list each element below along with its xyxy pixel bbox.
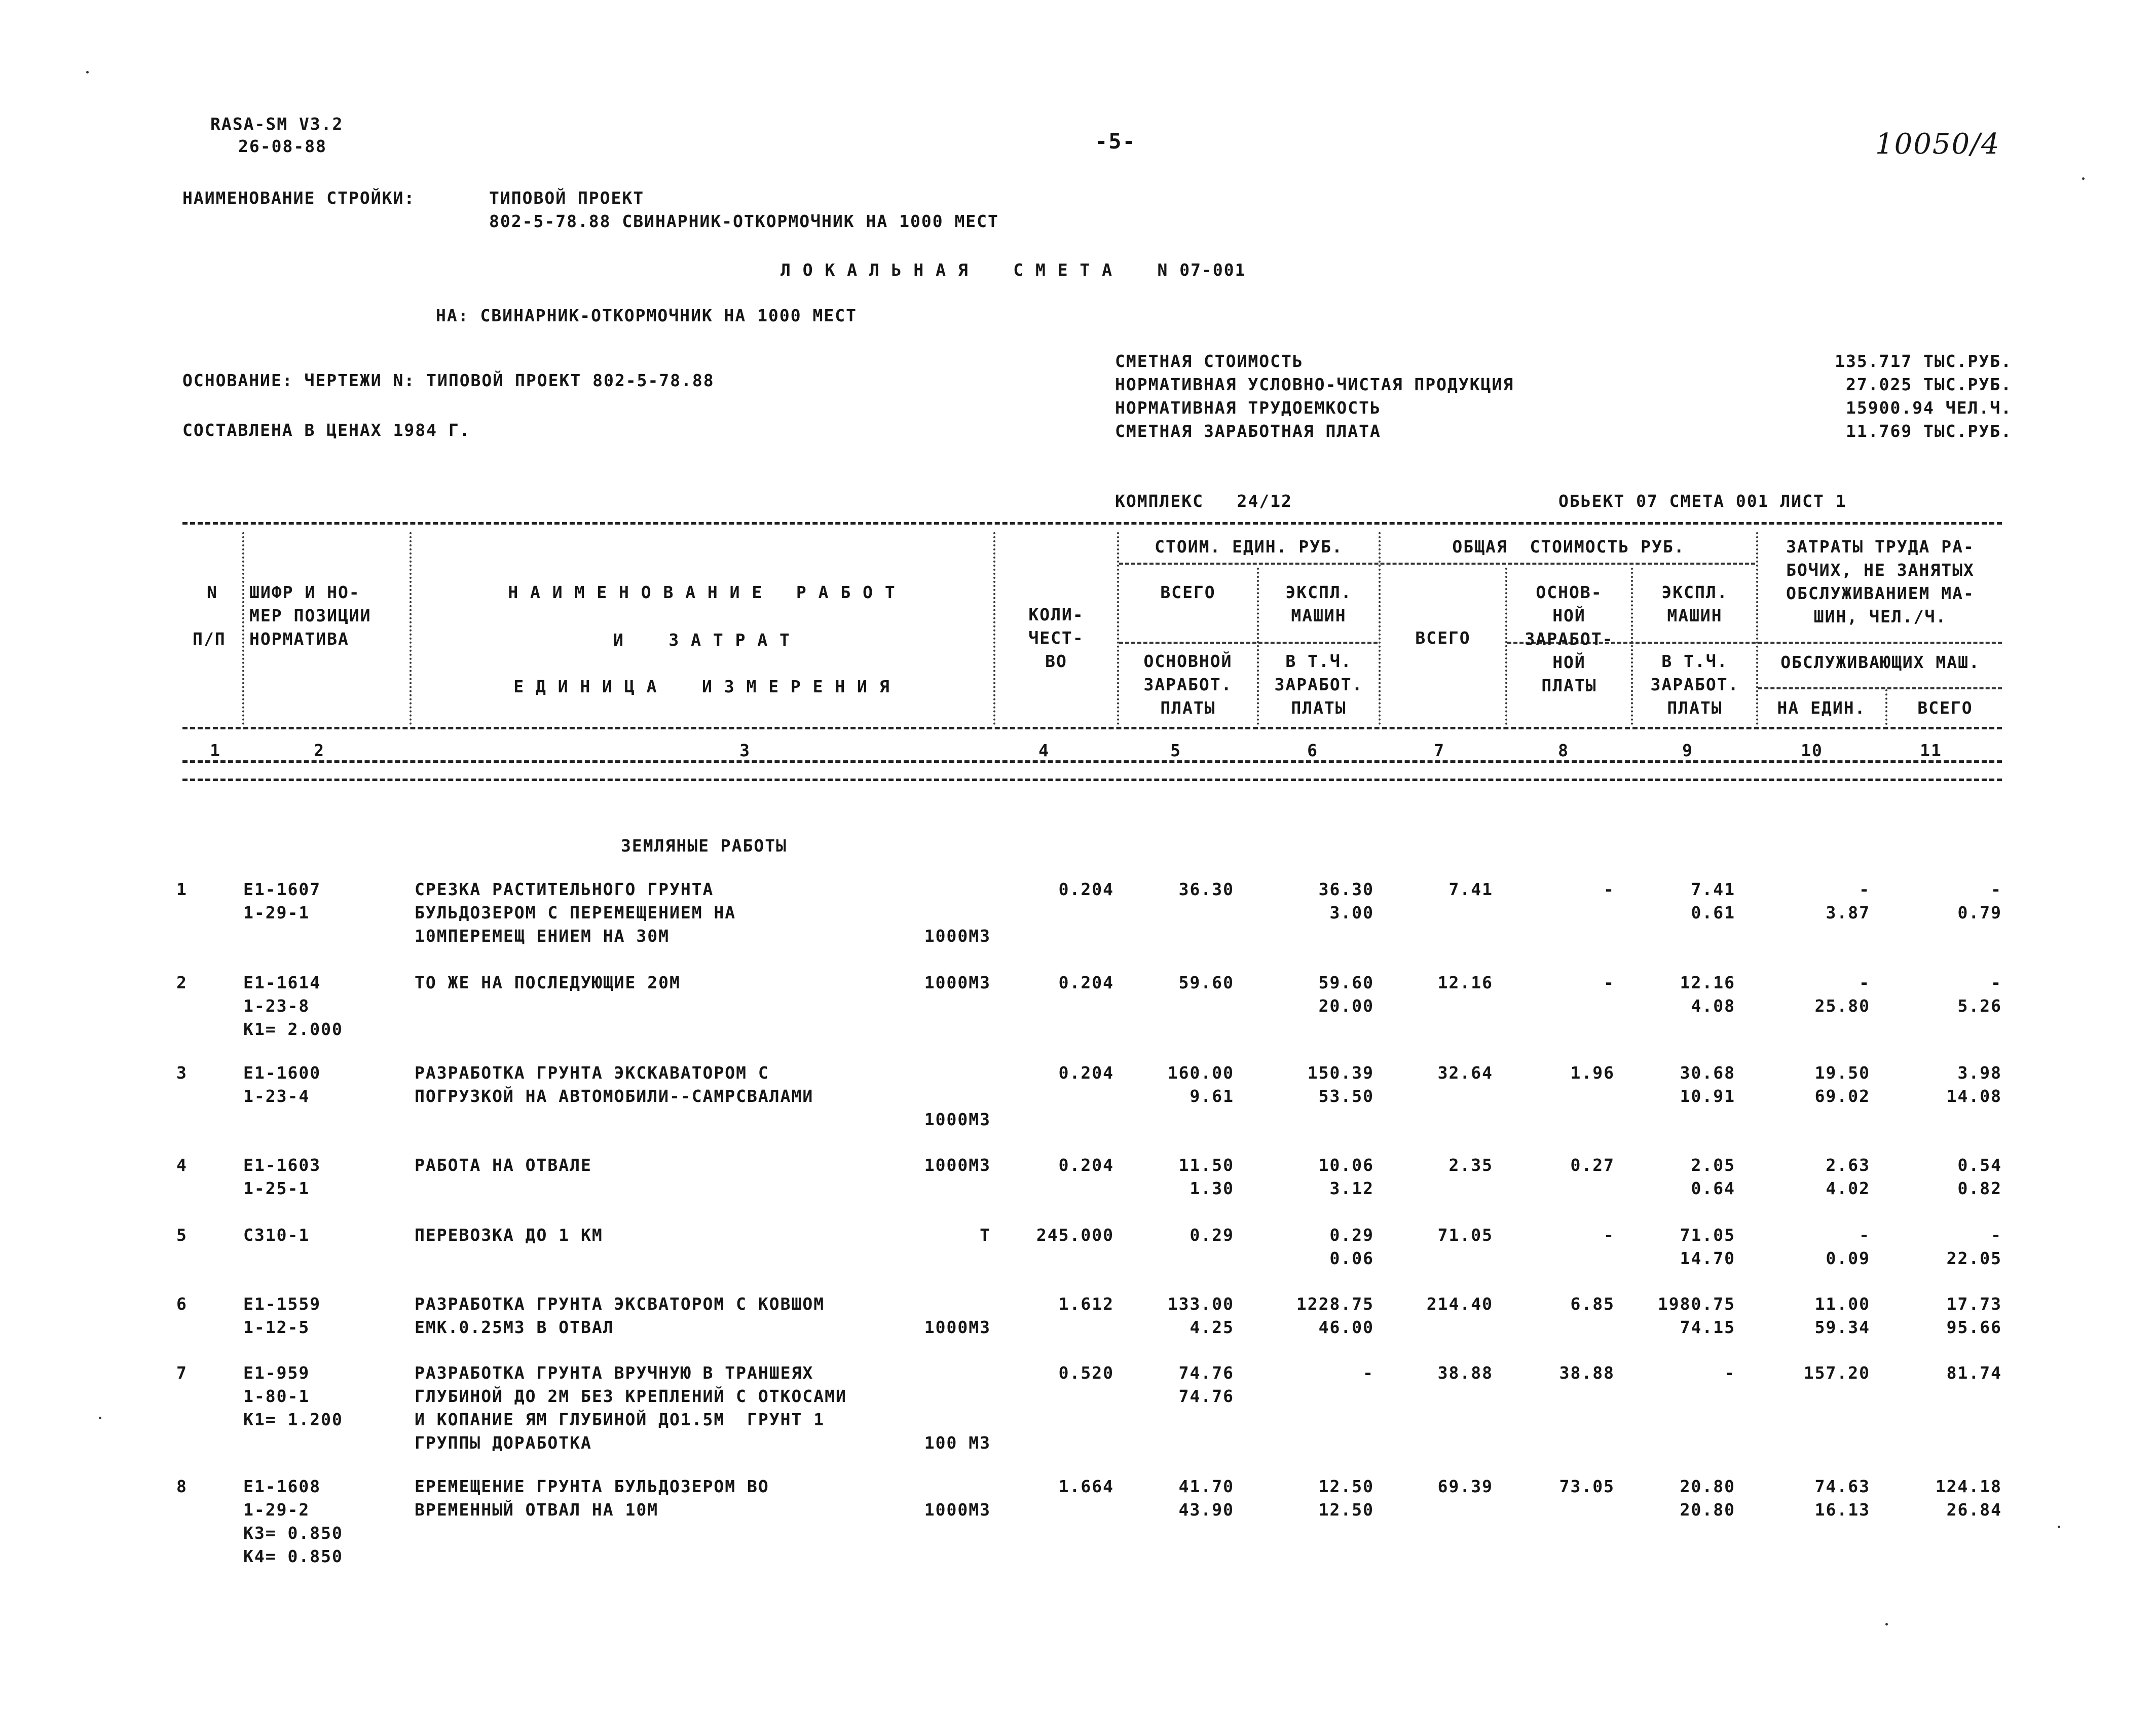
cost-c9: 74.15 (1680, 1317, 1735, 1337)
col3-header: Н А И М Е Н О В А Н И Е Р А Б О Т (508, 582, 896, 602)
summary-value: 135.717 ТЫС.РУБ. (1835, 351, 2012, 371)
cost-c9: 14.70 (1680, 1248, 1735, 1268)
work-name: БУЛЬДОЗЕРОМ С ПЕРЕМЕЩЕНИЕМ НА (415, 903, 736, 922)
work-name: 10МПЕРЕМЕЩ ЕНИЕМ НА 30М (415, 926, 670, 946)
work-name: ЕРЕМЕЩЕНИЕ ГРУНТА БУЛЬДОЗЕРОМ ВО (415, 1476, 769, 1496)
header-sub-rule (1758, 687, 2002, 689)
quantity: 0.204 (1058, 879, 1114, 899)
cost-c6: 10.06 (1318, 1155, 1374, 1175)
paper-speck (1885, 1623, 1888, 1626)
col1-header: П/П (193, 629, 226, 649)
section-title: ЗЕМЛЯНЫЕ РАБОТЫ (621, 836, 788, 856)
cost-c10: 3.87 (1826, 903, 1870, 922)
quantity: 0.204 (1058, 1155, 1114, 1175)
labor-header: ОБСЛУЖИВАНИЕМ МА- (1786, 583, 1975, 603)
cost-c11: - (1991, 879, 2002, 899)
col1-header: N (207, 582, 218, 602)
cost-c5: 43.90 (1178, 1500, 1234, 1520)
cost-c10: - (1859, 973, 1870, 992)
work-name: ГРУППЫ ДОРАБОТКА (415, 1433, 592, 1453)
cost-c9: 0.61 (1691, 903, 1735, 922)
column-divider (1756, 532, 1758, 725)
cost-c11: 14.08 (1946, 1086, 2002, 1106)
row-number: 2 (176, 973, 188, 992)
column-divider (1885, 689, 1887, 725)
cost-c7: 71.05 (1437, 1225, 1493, 1245)
cost-c10: 74.63 (1814, 1476, 1870, 1496)
work-name: ГЛУБИНОЙ ДО 2М БЕЗ КРЕПЛЕНИЙ С ОТКОСАМИ (415, 1386, 847, 1406)
work-name: РАЗРАБОТКА ГРУНТА ЭКСВАТОРОМ С КОВШОМ (415, 1294, 825, 1314)
total-incl-header: ЗАРАБОТ. (1650, 675, 1739, 694)
cost-c8: 73.05 (1559, 1476, 1615, 1496)
measure-unit: 1000М3 (924, 973, 991, 992)
summary-value: 27.025 ТЫС.РУБ. (1845, 375, 2012, 394)
col2-header: НОРМАТИВА (249, 629, 349, 649)
cost-c10: 157.20 (1803, 1363, 1870, 1383)
total-cost-header: ОБЩАЯ СТОИМОСТЬ РУБ. (1452, 537, 1685, 557)
col4-header: ЧЕСТ- (1028, 628, 1084, 648)
cost-c10: 16.13 (1814, 1500, 1870, 1520)
paper-speck (86, 71, 89, 73)
cost-c11: 95.66 (1946, 1317, 2002, 1337)
unit-mach-header: МАШИН (1291, 606, 1347, 625)
cost-c9: 20.80 (1680, 1500, 1735, 1520)
column-number: 5 (1170, 741, 1181, 760)
unit-base-header: ОСНОВНОЙ (1143, 651, 1233, 671)
column-divider (242, 532, 244, 725)
labor-header: ЗАТРАТЫ ТРУДА РА- (1786, 537, 1975, 557)
unit-incl-header: В Т.Ч. (1285, 651, 1352, 671)
summary-value: 15900.94 ЧЕЛ.Ч. (1845, 398, 2012, 418)
column-number: 2 (314, 741, 325, 760)
estimate-for: НА: СВИНАРНИК-ОТКОРМОЧНИК НА 1000 МЕСТ (436, 306, 857, 325)
col3-header: Е Д И Н И Ц А И З М Е Р Е Н И Я (513, 677, 890, 696)
measure-unit: Т (980, 1225, 991, 1245)
summary-label: СМЕТНАЯ СТОИМОСТЬ (1115, 351, 1304, 371)
cost-c8: 38.88 (1559, 1363, 1615, 1383)
cost-c9: 71.05 (1680, 1225, 1735, 1245)
measure-unit: 100 М3 (924, 1433, 991, 1453)
unit-cost-header: СТОИМ. ЕДИН. РУБ. (1155, 537, 1343, 557)
unit-mach-header: ЭКСПЛ. (1285, 582, 1352, 602)
summary-label: НОРМАТИВНАЯ ТРУДОЕМКОСТЬ (1115, 398, 1381, 418)
row-number: 5 (176, 1225, 188, 1245)
cost-c11: 17.73 (1946, 1294, 2002, 1314)
norm-code: Е1-1559 (243, 1294, 321, 1314)
cost-c6: 46.00 (1318, 1317, 1374, 1337)
quantity: 1.664 (1058, 1476, 1114, 1496)
paper-speck (2058, 1526, 2060, 1528)
header-sub-rule (1119, 563, 1755, 565)
cost-c9: 12.16 (1680, 973, 1735, 992)
archive-stamp: 10050/4 (1875, 128, 2000, 161)
cost-c10: 4.02 (1826, 1178, 1870, 1198)
cost-c7: 69.39 (1437, 1476, 1493, 1496)
norm-code: Е1-1600 (243, 1063, 321, 1083)
cost-c5: 1.30 (1190, 1178, 1234, 1198)
quantity: 245.000 (1036, 1225, 1114, 1245)
labor-total-header: ВСЕГО (1917, 698, 1973, 718)
paper-speck (2082, 177, 2085, 180)
norm-code: К3= 0.850 (243, 1523, 343, 1543)
cost-c6: 1228.75 (1296, 1294, 1374, 1314)
cost-c5: 0.29 (1190, 1225, 1234, 1245)
quantity: 1.612 (1058, 1294, 1114, 1314)
norm-code: Е1-1614 (243, 973, 321, 992)
column-numbers-rule (182, 779, 2002, 781)
estimate-title: Л О К А Л Ь Н А Я С М Е Т А N 07-001 (781, 260, 1246, 280)
cost-c11: 26.84 (1946, 1500, 2002, 1520)
row-number: 1 (176, 879, 188, 899)
cost-c7: 38.88 (1437, 1363, 1493, 1383)
unit-base-header: ЗАРАБОТ. (1143, 675, 1233, 694)
norm-code: 1-23-4 (243, 1086, 310, 1106)
column-divider (1631, 568, 1633, 725)
summary-value: 11.769 ТЫС.РУБ. (1845, 421, 2012, 441)
col3-header: И З А Т Р А Т (613, 630, 791, 650)
cost-c11: 22.05 (1946, 1248, 2002, 1268)
cost-c11: 5.26 (1957, 996, 2002, 1016)
column-number: 9 (1682, 741, 1693, 760)
labor-unit-header: НА ЕДИН. (1777, 698, 1866, 718)
header-bottom-rule (182, 727, 2002, 729)
cost-c6: 36.30 (1318, 879, 1374, 899)
total-base-header: НОЙ (1552, 606, 1586, 625)
norm-code: К4= 0.850 (243, 1546, 343, 1566)
construction-label: НАИМЕНОВАНИЕ СТРОЙКИ: (182, 188, 416, 208)
cost-c6: 3.00 (1329, 903, 1374, 922)
cost-c11: - (1991, 1225, 2002, 1245)
page-number: -5- (1095, 129, 1136, 154)
total-base-header: ОСНОВ- (1536, 582, 1603, 602)
measure-unit: 1000М3 (924, 1155, 991, 1175)
estimate-basis: ОСНОВАНИЕ: ЧЕРТЕЖИ N: ТИПОВОЙ ПРОЕКТ 802-5-78.88 (182, 371, 715, 390)
col4-header: ВО (1045, 651, 1067, 671)
norm-code: 1-23-8 (243, 996, 310, 1016)
column-number: 8 (1558, 741, 1569, 760)
summary-label: НОРМАТИВНАЯ УСЛОВНО-ЧИСТАЯ ПРОДУКЦИЯ (1115, 375, 1514, 394)
cost-c7: 214.40 (1426, 1294, 1493, 1314)
work-name: СРЕЗКА РАСТИТЕЛЬНОГО ГРУНТА (415, 879, 714, 899)
norm-code: 1-29-2 (243, 1500, 310, 1520)
cost-c11: 81.74 (1946, 1363, 2002, 1383)
cost-c6: 53.50 (1318, 1086, 1374, 1106)
column-divider (993, 532, 995, 725)
norm-code: К1= 2.000 (243, 1019, 343, 1039)
norm-code: Е1-1607 (243, 879, 321, 899)
norm-code: 1-80-1 (243, 1386, 310, 1406)
total-base-header: НОЙ (1552, 652, 1586, 672)
labor-mach-header: ОБСЛУЖИВАЮЩИХ МАШ. (1780, 652, 1980, 672)
column-number: 1 (210, 741, 221, 760)
cost-c10: 2.63 (1826, 1155, 1870, 1175)
work-name: РАЗРАБОТКА ГРУНТА ЭКСКАВАТОРОМ С (415, 1063, 769, 1083)
cost-c6: 0.06 (1329, 1248, 1374, 1268)
cost-c10: 25.80 (1814, 996, 1870, 1016)
labor-header: БОЧИХ, НЕ ЗАНЯТЫХ (1786, 560, 1975, 580)
quantity: 0.204 (1058, 973, 1114, 992)
norm-code: Е1-959 (243, 1363, 310, 1383)
cost-c8: 6.85 (1570, 1294, 1615, 1314)
measure-unit: 1000М3 (924, 1317, 991, 1337)
column-divider (1117, 532, 1119, 725)
work-name: ЕМК.0.25М3 В ОТВАЛ (415, 1317, 614, 1337)
cost-c6: 150.39 (1307, 1063, 1374, 1083)
norm-code: К1= 1.200 (243, 1410, 343, 1429)
column-number: 3 (739, 741, 751, 760)
row-number: 4 (176, 1155, 188, 1175)
cost-c9: 20.80 (1680, 1476, 1735, 1496)
work-name: ВРЕМЕННЫЙ ОТВАЛ НА 10М (415, 1500, 659, 1520)
column-number: 6 (1307, 741, 1318, 760)
cost-c9: 0.64 (1691, 1178, 1735, 1198)
cost-c5: 74.76 (1178, 1386, 1234, 1406)
total-mach-header: МАШИН (1667, 606, 1723, 625)
work-name: РАЗРАБОТКА ГРУНТА ВРУЧНУЮ В ТРАНШЕЯХ (415, 1363, 814, 1383)
cost-c11: 124.18 (1935, 1476, 2002, 1496)
norm-code: С310-1 (243, 1225, 310, 1245)
cost-c8: - (1604, 1225, 1615, 1245)
cost-c10: - (1859, 1225, 1870, 1245)
cost-c5: 59.60 (1178, 973, 1234, 992)
unit-total-header: ВСЕГО (1160, 582, 1216, 602)
cost-c7: 7.41 (1448, 879, 1493, 899)
cost-c9: 10.91 (1680, 1086, 1735, 1106)
cost-c9: 4.08 (1691, 996, 1735, 1016)
labor-header: ШИН, ЧЕЛ./Ч. (1813, 607, 1947, 626)
norm-code: 1-29-1 (243, 903, 310, 922)
norm-code: 1-12-5 (243, 1317, 310, 1337)
cost-c10: - (1859, 879, 1870, 899)
cost-c11: - (1991, 973, 2002, 992)
cost-c6: 12.50 (1318, 1476, 1374, 1496)
total-incl-header: В Т.Ч. (1661, 651, 1728, 671)
cost-c5: 4.25 (1190, 1317, 1234, 1337)
cost-c9: 30.68 (1680, 1063, 1735, 1083)
cost-c7: 2.35 (1448, 1155, 1493, 1175)
cost-c8: 0.27 (1570, 1155, 1615, 1175)
column-number: 10 (1801, 741, 1823, 760)
work-name: ПЕРЕВОЗКА ДО 1 КМ (415, 1225, 603, 1245)
cost-c10: 19.50 (1814, 1063, 1870, 1083)
norm-code: 1-25-1 (243, 1178, 310, 1198)
total-mach-header: ЭКСПЛ. (1661, 582, 1728, 602)
cost-c5: 41.70 (1178, 1476, 1234, 1496)
cost-c6: 0.29 (1329, 1225, 1374, 1245)
cost-c6: - (1363, 1363, 1374, 1383)
quantity: 0.520 (1058, 1363, 1114, 1383)
cost-c8: - (1604, 879, 1615, 899)
cost-c10: 11.00 (1814, 1294, 1870, 1314)
cost-c5: 133.00 (1167, 1294, 1234, 1314)
column-numbers-rule (182, 760, 2002, 763)
cost-c10: 69.02 (1814, 1086, 1870, 1106)
cost-c10: 0.09 (1826, 1248, 1870, 1268)
col2-header: МЕР ПОЗИЦИИ (249, 606, 371, 625)
total-base-header: ПЛАТЫ (1541, 676, 1597, 695)
object-line: ОБЬЕКТ 07 СМЕТА 001 ЛИСТ 1 (1558, 491, 1847, 511)
table-top-rule (182, 522, 2002, 525)
work-name: И КОПАНИЕ ЯМ ГЛУБИНОЙ ДО1.5М ГРУНТ 1 (415, 1410, 825, 1429)
cost-c6: 59.60 (1318, 973, 1374, 992)
program-version: RASA-SM V3.2 (210, 114, 344, 134)
cost-c5: 11.50 (1178, 1155, 1234, 1175)
col2-header: ШИФР И НО- (249, 582, 360, 602)
quantity: 0.204 (1058, 1063, 1114, 1083)
cost-c5: 160.00 (1167, 1063, 1234, 1083)
norm-code: Е1-1608 (243, 1476, 321, 1496)
cost-c9: 2.05 (1691, 1155, 1735, 1175)
column-divider (1379, 532, 1381, 725)
header-sub-rule (1119, 642, 1378, 644)
total-all-header: ВСЕГО (1415, 628, 1471, 648)
work-name: ПОГРУЗКОЙ НА АВТОМОБИЛИ--САМРСВАЛАМИ (415, 1086, 814, 1106)
norm-code: Е1-1603 (243, 1155, 321, 1175)
cost-c5: 36.30 (1178, 879, 1234, 899)
cost-c7: 12.16 (1437, 973, 1493, 992)
unit-incl-header: ПЛАТЫ (1291, 698, 1347, 718)
row-number: 6 (176, 1294, 188, 1314)
column-number: 7 (1434, 741, 1445, 760)
cost-c6: 20.00 (1318, 996, 1374, 1016)
column-divider (1505, 568, 1507, 725)
column-number: 11 (1920, 741, 1942, 760)
cost-c9: - (1724, 1363, 1735, 1383)
cost-c11: 0.54 (1957, 1155, 2002, 1175)
construction-line1: ТИПОВОЙ ПРОЕКТ (489, 188, 645, 208)
cost-c8: - (1604, 973, 1615, 992)
row-number: 3 (176, 1063, 188, 1083)
total-incl-header: ПЛАТЫ (1667, 698, 1723, 718)
measure-unit: 1000М3 (924, 1500, 991, 1520)
work-name: РАБОТА НА ОТВАЛЕ (415, 1155, 592, 1175)
paper-speck (99, 1417, 101, 1419)
cost-c9: 7.41 (1691, 879, 1735, 899)
cost-c11: 0.82 (1957, 1178, 2002, 1198)
print-date: 26-08-88 (238, 136, 327, 156)
column-number: 4 (1038, 741, 1050, 760)
header-sub-rule (1758, 642, 2002, 644)
unit-incl-header: ЗАРАБОТ. (1274, 675, 1363, 694)
cost-c5: 74.76 (1178, 1363, 1234, 1383)
row-number: 7 (176, 1363, 188, 1383)
total-base-header: ЗАРАБОТ- (1525, 629, 1614, 649)
summary-label: СМЕТНАЯ ЗАРАБОТНАЯ ПЛАТА (1115, 421, 1381, 441)
unit-base-header: ПЛАТЫ (1160, 698, 1216, 718)
cost-c11: 3.98 (1957, 1063, 2002, 1083)
column-divider (410, 532, 412, 725)
cost-c6: 3.12 (1329, 1178, 1374, 1198)
cost-c6: 12.50 (1318, 1500, 1374, 1520)
column-divider (1257, 568, 1259, 725)
row-number: 8 (176, 1476, 188, 1496)
work-name: ТО ЖЕ НА ПОСЛЕДУЮЩИЕ 20М (415, 973, 681, 992)
estimate-prices: СОСТАВЛЕНА В ЦЕНАХ 1984 Г. (182, 420, 471, 440)
complex-line: КОМПЛЕКС 24/12 (1115, 491, 1292, 511)
col4-header: КОЛИ- (1028, 605, 1084, 624)
cost-c9: 1980.75 (1657, 1294, 1735, 1314)
cost-c10: 59.34 (1814, 1317, 1870, 1337)
cost-c8: 1.96 (1570, 1063, 1615, 1083)
construction-line2: 802-5-78.88 СВИНАРНИК-ОТКОРМОЧНИК НА 1000 МЕСТ (489, 211, 999, 231)
cost-c11: 0.79 (1957, 903, 2002, 922)
measure-unit: 1000М3 (924, 1110, 991, 1129)
measure-unit: 1000М3 (924, 926, 991, 946)
cost-c5: 9.61 (1190, 1086, 1234, 1106)
cost-c7: 32.64 (1437, 1063, 1493, 1083)
